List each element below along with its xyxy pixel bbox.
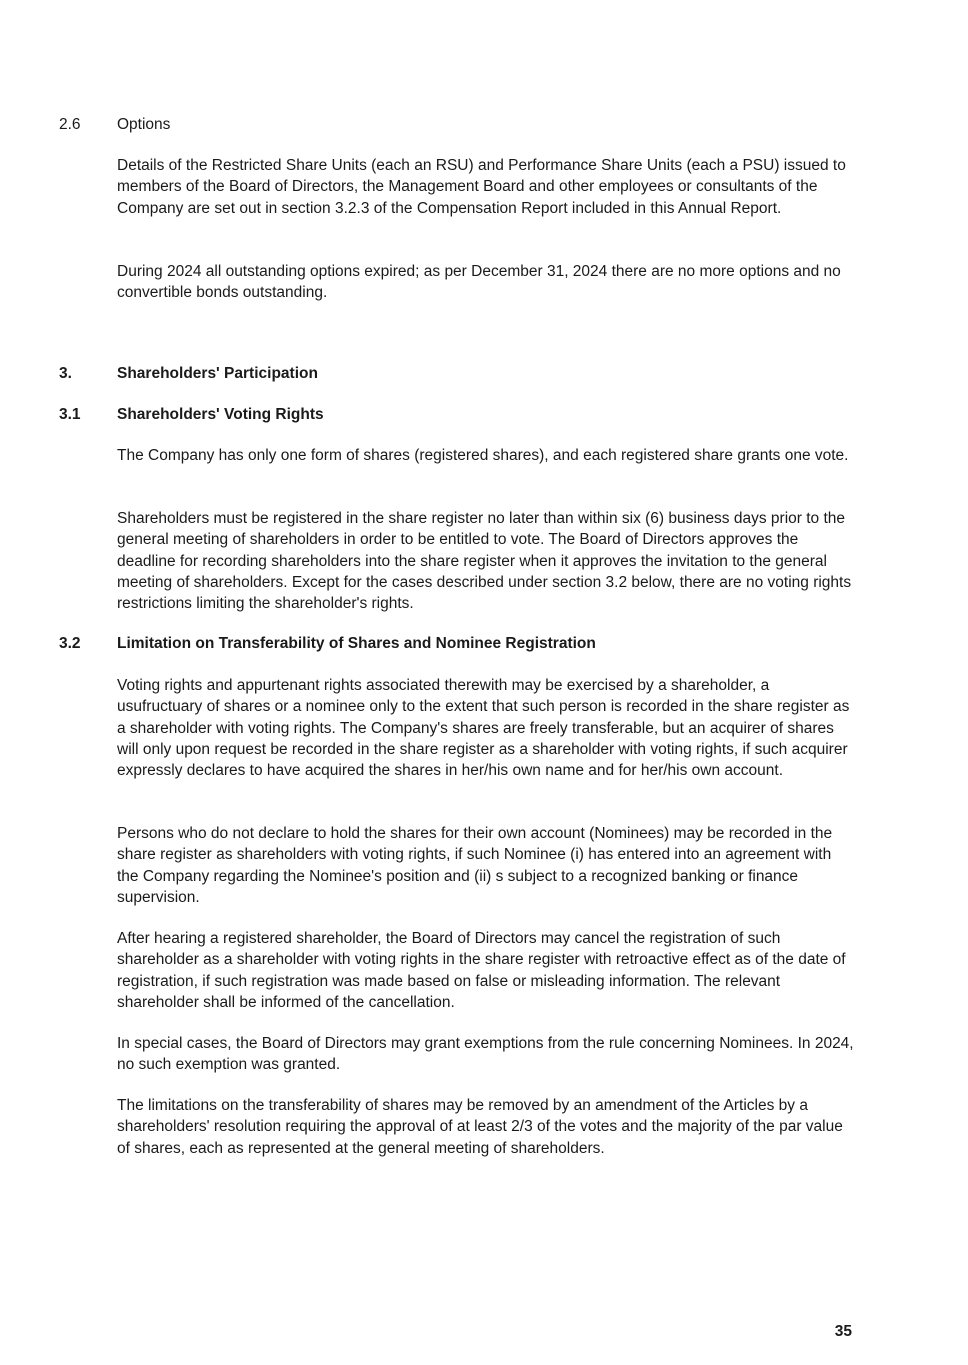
section-number: 3.2 bbox=[59, 635, 81, 652]
section-number: 3.1 bbox=[59, 406, 81, 423]
paragraph: Shareholders must be registered in the share register no later than within six (6) business days prior to the general meeting of shareholders in order to be entitled to vote. The Board of Directors approves the deadline for recording shareholders into the share register when it approves the invitation to the general meeting of shareholders. Except for the cases described under section 3.2 below, there are no voting rights restrictions limiting the shareholder's rights. bbox=[117, 510, 852, 613]
paragraph: After hearing a registered shareholder, the Board of Directors may cancel the registration of such shareholder as a shareholder with voting rights in the share register with retroactive effect as of the date of registration, if such registration was made based on false or misleading information. The relevant shareholder shall be informed of the cancellation. bbox=[117, 930, 846, 1011]
paragraph: Voting rights and appurtenant rights associated therewith may be exercised by a shareholder, a usufructuary of shares or a nominee only to the extent that such person is recorded in the share register as a shareholder with voting rights. The Company's shares are freely transferable, but an acquirer of shares will only upon request be recorded in the share register as a shareholder with voting rights, if such acquirer expressly declares to have acquired the shares in her/his own name and for her/his own account. bbox=[117, 677, 850, 780]
paragraph: During 2024 all outstanding options expired; as per December 31, 2024 there are no more options and no convertible bonds outstanding. bbox=[117, 263, 841, 302]
section-heading-2-6 bbox=[59, 115, 170, 135]
paragraph: The Company has only one form of shares (registered shares), and each registered share grants one vote. bbox=[117, 447, 849, 464]
section-heading-3-1 bbox=[59, 405, 324, 425]
section-heading-3 bbox=[59, 364, 318, 384]
section-title: Shareholders' Participation bbox=[117, 365, 318, 382]
section-title: Limitation on Transferability of Shares and Nominee Registration bbox=[117, 635, 596, 652]
page-number: 35 bbox=[834, 1323, 852, 1340]
paragraph: In special cases, the Board of Directors may grant exemptions from the rule concerning Nominees. In 2024, no such exemption was granted. bbox=[117, 1035, 854, 1074]
paragraph: Details of the Restricted Share Units (each an RSU) and Performance Share Units (each a PSU) issued to members of the Board of Directors, the Management Board and other employees or consultants of the Company are set out in section 3.2.3 of the Compensation Report included in this Annual Report. bbox=[117, 157, 846, 217]
section-heading-3-2 bbox=[59, 634, 596, 654]
section-title: Options bbox=[117, 116, 171, 133]
section-number: 2.6 bbox=[59, 116, 81, 133]
section-title: Shareholders' Voting Rights bbox=[117, 406, 324, 423]
section-number: 3. bbox=[59, 365, 72, 382]
paragraph: The limitations on the transferability of shares may be removed by an amendment of the Articles by a shareholders' resolution requiring the approval of at least 2/3 of the votes and the majority of the par value of shares, each as represented at the general meeting of shareholders. bbox=[117, 1097, 843, 1157]
paragraph: Persons who do not declare to hold the shares for their own account (Nominees) may be recorded in the share register as shareholders with voting rights, if such Nominee (i) has entered into an agreement with the Company regarding the Nominee's position and (ii) s subject to a recognized banking or finance supervision. bbox=[117, 825, 833, 906]
